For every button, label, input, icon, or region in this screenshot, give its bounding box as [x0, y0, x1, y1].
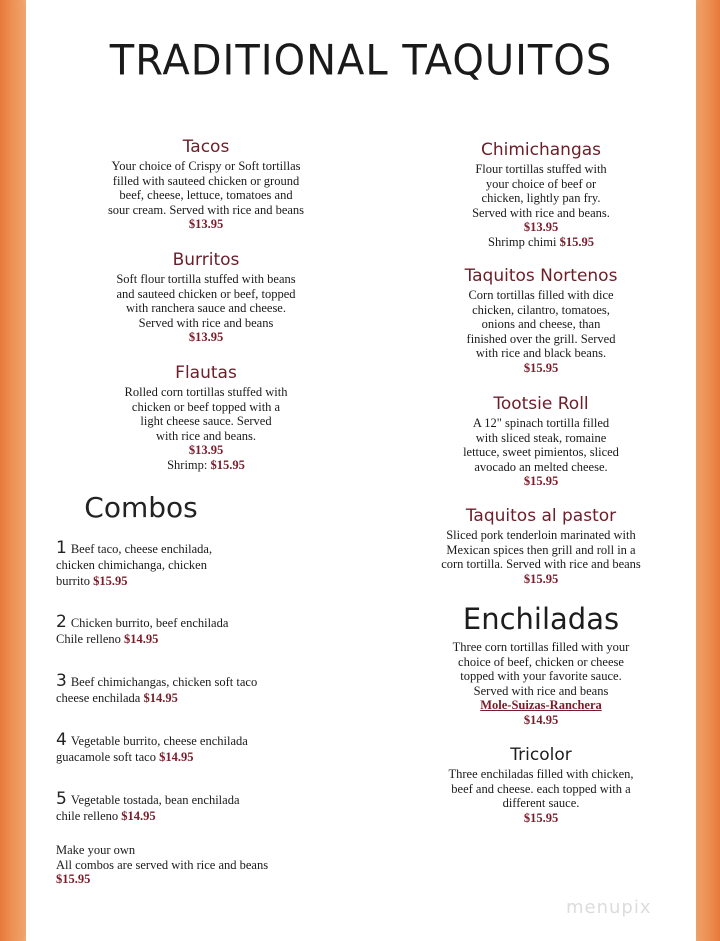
sauce-options: Mole-Suizas-Ranchera — [480, 698, 602, 713]
item-name: Taquitos Nortenos — [464, 266, 618, 286]
item-desc-line: with rice and beans. — [156, 428, 256, 443]
item-price: $13.95 — [188, 330, 224, 345]
combo-number: 5 — [56, 789, 67, 809]
item-price: $15.95 — [523, 810, 559, 825]
item-desc-line: beef, cheese, lettuce, tomatoes and — [119, 188, 293, 203]
combo-number: 3 — [56, 671, 67, 691]
combo-line: Chile relleno — [56, 632, 121, 646]
item-desc-line: Flour tortillas stuffed with — [475, 162, 607, 176]
combo-price: $14.95 — [121, 809, 156, 823]
combo-2 — [56, 614, 336, 647]
watermark: menupix — [566, 897, 652, 918]
item-desc-line: light cheese sauce. Served — [140, 414, 272, 429]
item-desc-line: Sliced pork tenderloin marinated with — [446, 528, 636, 542]
item-name: Tootsie Roll — [493, 394, 589, 414]
combo-line: chicken chimichanga, chicken — [56, 558, 207, 572]
item-price: $13.95 — [188, 443, 224, 458]
combo-line: Beef taco, cheese enchilada, — [70, 542, 213, 556]
item-desc-line: lettuce, sweet pimientos, sliced — [463, 445, 619, 460]
item-desc-line: avocado an melted cheese. — [474, 459, 608, 474]
item-desc-line: beef and cheese. each topped with a — [451, 781, 631, 796]
combo-price: $14.95 — [159, 750, 194, 764]
menu-title: TRADITIONAL TAQUITOS — [109, 36, 613, 86]
item-taquitos-nortenos — [416, 266, 666, 376]
item-tacos — [56, 137, 356, 232]
item-desc-line: with ranchera sauce and cheese. — [126, 301, 286, 316]
make-your-own — [56, 843, 356, 887]
item-desc-line: Mexican spices then grill and roll in a — [446, 542, 636, 557]
item-desc-line: sour cream. Served with rice and beans — [107, 202, 305, 217]
item-extra — [416, 235, 666, 250]
item-desc-line: your choice of beef or — [485, 176, 597, 191]
extra-price: $15.95 — [210, 457, 245, 472]
item-flautas — [56, 363, 356, 473]
combos-heading: Combos — [84, 491, 198, 524]
item-desc-line: chicken, lightly pan fry. — [481, 191, 601, 206]
item-name: Tacos — [182, 137, 230, 157]
combo-price: $15.95 — [93, 574, 128, 588]
item-desc-line: Soft flour tortilla stuffed with beans — [116, 272, 296, 286]
combo-price: $14.95 — [124, 632, 159, 646]
item-desc-line: filled with sauteed chicken or ground — [112, 173, 300, 188]
item-desc-line: finished over the grill. Served — [466, 331, 616, 346]
make-own-title: Make your own — [56, 843, 136, 857]
item-desc-line: Your choice of Crispy or Soft tortillas — [111, 159, 301, 173]
combo-1 — [56, 540, 336, 589]
item-price: $15.95 — [523, 360, 559, 375]
make-own-note: All combos are served with rice and beans — [56, 857, 269, 872]
item-enchiladas — [396, 603, 686, 728]
item-name: Tricolor — [510, 745, 572, 765]
item-name: Taquitos al pastor — [465, 506, 617, 526]
item-price: $15.95 — [523, 474, 559, 489]
item-desc-line: chicken or beef topped with a — [131, 399, 281, 414]
item-price: $13.95 — [188, 217, 224, 232]
make-own-price: $15.95 — [56, 872, 91, 887]
item-taquitos-al-pastor — [396, 506, 686, 586]
combo-4 — [56, 732, 336, 765]
item-name: Burritos — [172, 250, 240, 270]
combo-number: 1 — [56, 538, 67, 558]
combo-3 — [56, 673, 336, 706]
item-price: $15.95 — [523, 571, 559, 586]
item-desc-line: Served with rice and beans. — [472, 205, 610, 220]
combo-line: cheese enchilada — [56, 691, 141, 705]
item-burritos — [56, 250, 356, 345]
combo-line: Beef chimichangas, chicken soft taco — [70, 675, 258, 689]
item-desc-line: with rice and black beans. — [475, 346, 607, 361]
item-desc-line: choice of beef, chicken or cheese — [458, 654, 624, 669]
combo-number: 2 — [56, 612, 67, 632]
item-desc-line: Rolled corn tortillas stuffed with — [124, 385, 288, 399]
item-desc-line: Three corn tortillas filled with your — [452, 640, 630, 654]
extra-price: $15.95 — [559, 234, 594, 249]
item-desc-line: Three enchiladas filled with chicken, — [448, 767, 634, 781]
combo-line: Chicken burrito, beef enchilada — [70, 616, 229, 630]
item-tricolor — [396, 745, 686, 825]
combo-line: chile relleno — [56, 809, 119, 823]
combo-line: Vegetable tostada, bean enchilada — [70, 793, 240, 807]
item-desc-line: Corn tortillas filled with dice — [468, 288, 614, 302]
item-name: Flautas — [175, 363, 237, 383]
item-desc-line: topped with your favorite sauce. — [460, 669, 622, 684]
item-desc-line: Served with rice and beans — [473, 683, 609, 698]
combo-line: guacamole soft taco — [56, 750, 156, 764]
combo-5 — [56, 791, 336, 824]
combo-number: 4 — [56, 730, 67, 750]
combo-line: burrito — [56, 574, 91, 588]
extra-label: Shrimp chimi — [488, 234, 557, 249]
extra-label: Shrimp: — [167, 457, 208, 472]
item-desc-line: A 12" spinach tortilla filled — [472, 416, 610, 430]
item-chimichangas — [416, 140, 666, 250]
item-extra — [56, 458, 356, 473]
item-desc-line: different sauce. — [502, 796, 580, 811]
item-desc-line: chicken, cilantro, tomatoes, — [472, 302, 610, 317]
item-desc-line: and sauteed chicken or beef, topped — [116, 286, 296, 301]
item-desc-line: with sliced steak, romaine — [475, 430, 607, 445]
item-price: $14.95 — [523, 712, 559, 727]
combo-line: Vegetable burrito, cheese enchilada — [70, 734, 248, 748]
item-price: $13.95 — [523, 220, 559, 235]
menu-page — [26, 0, 696, 941]
item-desc-line: Served with rice and beans — [138, 315, 274, 330]
combo-price: $14.95 — [143, 691, 178, 705]
item-name: Enchiladas — [462, 602, 620, 636]
combos-heading-wrap — [0, 492, 291, 524]
item-tootsie-roll — [416, 394, 666, 489]
item-desc-line: corn tortilla. Served with rice and beans — [441, 557, 641, 572]
item-desc-line: onions and cheese, than — [481, 317, 601, 332]
item-name: Chimichangas — [480, 140, 602, 160]
